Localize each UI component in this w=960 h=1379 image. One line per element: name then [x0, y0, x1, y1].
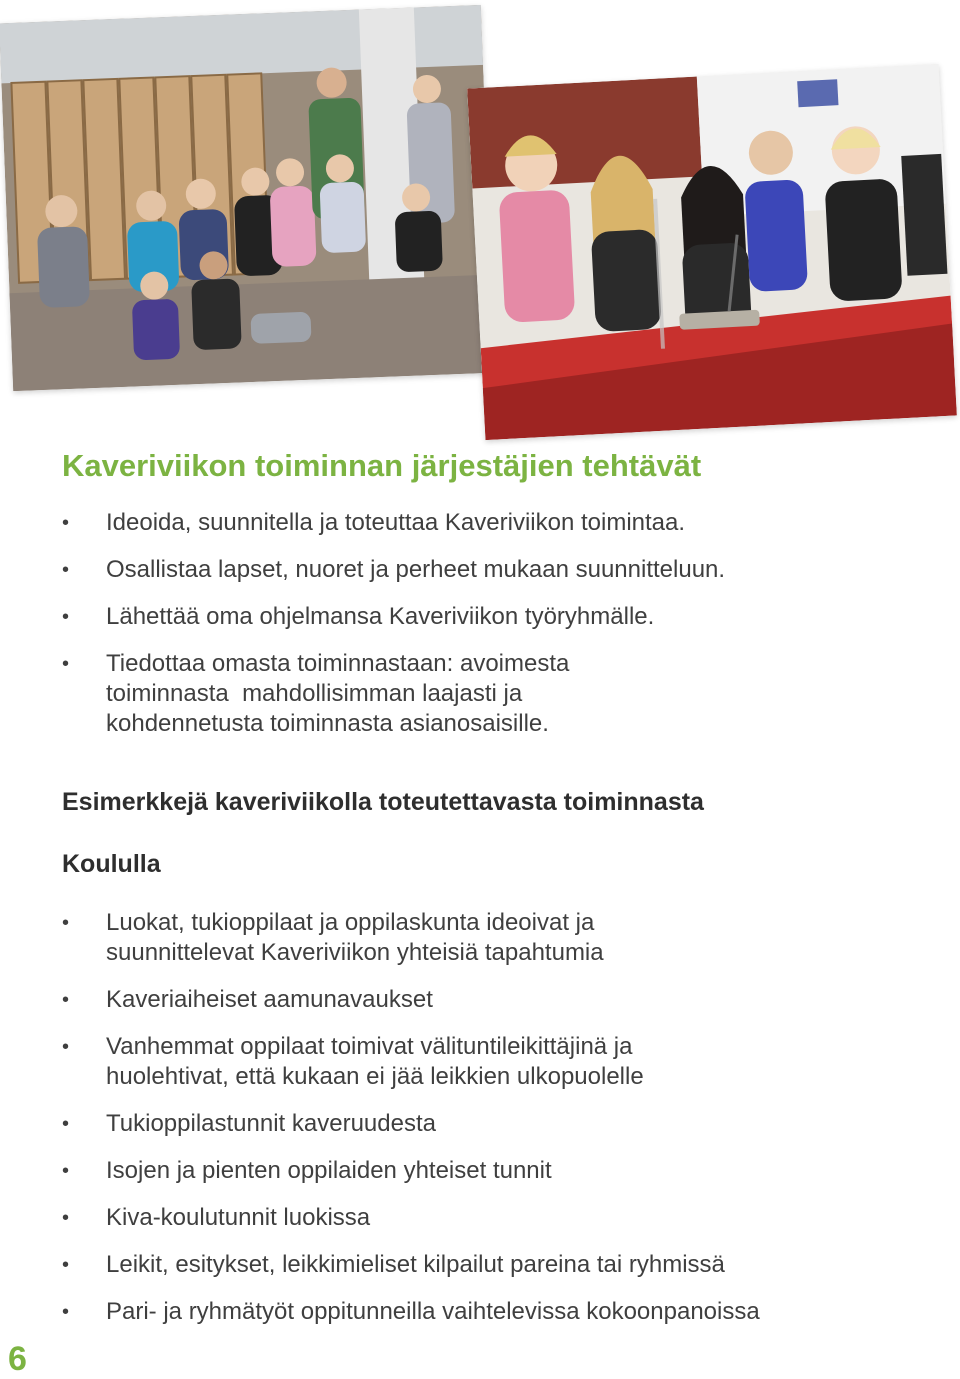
list-item-text: Lähettää oma ohjelmansa Kaveriviikon työryhmälle. [106, 603, 655, 630]
list-item-text: Ideoida, suunnitella ja toteuttaa Kaveriviikon toimintaa. [106, 509, 686, 536]
list-item [62, 602, 922, 632]
list-item [62, 508, 922, 538]
list-item-text: Osallistaa lapset, nuoret ja perheet mukaan suunnitteluun. [106, 556, 726, 583]
section-title-organizer-tasks: Kaveriviikon toiminnan järjestäjien tehtävät [62, 448, 702, 483]
corridor-image [0, 5, 495, 391]
bullet-icon: • [62, 559, 70, 581]
list-item-text: Vanhemmat oppilaat toimivat välituntileikittäjinä ja [106, 1033, 633, 1060]
photo-students-office [467, 64, 957, 440]
list-item-text: Kiva-koulutunnit luokissa [106, 1204, 371, 1231]
bullet-icon: • [62, 1207, 70, 1229]
list-item-text: Tukioppilastunnit kaveruudesta [106, 1110, 436, 1137]
page-number: 6 [8, 1340, 27, 1378]
list-item-text-line3: kohdennetusta toiminnasta asianosaisille. [106, 710, 549, 737]
school-activities-list [62, 908, 922, 1344]
list-item [62, 1203, 922, 1233]
bullet-icon: • [62, 512, 70, 534]
bullet-icon: • [62, 1160, 70, 1182]
list-item [62, 649, 922, 739]
list-item [62, 1109, 922, 1139]
list-item [62, 555, 922, 585]
list-item-text: Luokat, tukioppilaat ja oppilaskunta ideoivat ja [106, 909, 595, 936]
bullet-icon: • [62, 912, 70, 934]
list-item-text-line2: toiminnasta mahdollisimman laajasti ja [106, 680, 523, 707]
bullet-icon: • [62, 606, 70, 628]
list-item-text: Tiedottaa omasta toiminnastaan: avoimesta [106, 650, 570, 677]
bullet-icon: • [62, 1036, 70, 1058]
photo-students-corridor [0, 5, 495, 391]
list-item-text-line2: huolehtivat, että kukaan ei jää leikkien ulkopuolelle [106, 1063, 644, 1090]
list-item [62, 1156, 922, 1186]
list-item-text: Pari- ja ryhmätyöt oppitunneilla vaihtelevissa kokoonpanoissa [106, 1298, 760, 1325]
list-item-text: Leikit, esitykset, leikkimieliset kilpailut pareina tai ryhmissä [106, 1251, 725, 1278]
list-item [62, 1032, 922, 1092]
list-item [62, 985, 922, 1015]
bullet-icon: • [62, 1113, 70, 1135]
office-image [467, 64, 957, 440]
list-item-text-line2: suunnittelevat Kaveriviikon yhteisiä tapahtumia [106, 939, 604, 966]
bullet-icon: • [62, 1254, 70, 1276]
bullet-icon: • [62, 1301, 70, 1323]
section-title-examples: Esimerkkejä kaveriviikolla toteutettavasta toiminnasta [62, 788, 704, 816]
bullet-icon: • [62, 989, 70, 1011]
list-item [62, 1250, 922, 1280]
list-item-text: Kaveriaiheiset aamunavaukset [106, 986, 433, 1013]
subsection-title-school: Koululla [62, 850, 161, 878]
list-item [62, 1297, 922, 1327]
organizer-tasks-list [62, 508, 922, 756]
list-item-text: Isojen ja pienten oppilaiden yhteiset tunnit [106, 1157, 552, 1184]
bullet-icon: • [62, 653, 70, 675]
list-item [62, 908, 922, 968]
